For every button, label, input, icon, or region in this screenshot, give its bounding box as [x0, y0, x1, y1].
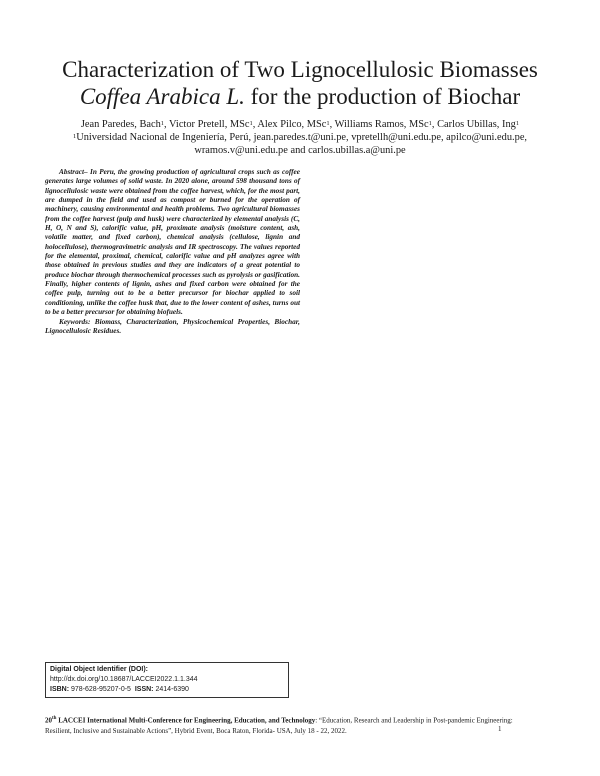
species-name: Coffea Arabica L. [79, 84, 245, 109]
author-1: Jean Paredes, Bach [80, 119, 161, 130]
isbn-label: ISBN: [50, 686, 70, 693]
affil-mark: 1 [72, 133, 77, 140]
isbn-issn-line [50, 685, 284, 695]
issn-value: 2414-6390 [153, 686, 189, 693]
keywords-label: Keywords: [59, 317, 91, 326]
affiliation-emails: wramos.v@uni.edu.pe and carlos.ubillas.a@uni.pe [194, 145, 406, 156]
abstract-label: Abstract– [59, 168, 88, 176]
author-2: , Victor Pretell, MSc [164, 119, 250, 130]
conf-number: 20 [45, 716, 52, 725]
author-3: , Alex Pilco, MSc [252, 119, 327, 130]
affiliation-text: Universidad Nacional de Ingeniería, Perú, jean.paredes.t@uni.pe, vpretellh@uni.edu.pe, apilco@uni.edu.pe, [76, 132, 528, 143]
conf-name: LACCEI International Multi-Conference for Engineering, Education, and Technology [56, 716, 316, 725]
author-list [0, 118, 600, 131]
author-block [0, 118, 600, 157]
title-line2-rest: for the production of Biochar [244, 84, 521, 109]
doi-box [45, 662, 289, 698]
abstract [45, 168, 300, 336]
author-5: , Carlos Ubillas, Ing [431, 119, 516, 130]
conf-ordinal: th [52, 716, 57, 721]
affiliation [0, 131, 600, 144]
affil-mark: 1 [160, 120, 165, 127]
isbn-value: 978-628-95207-0-5 [69, 686, 131, 693]
page-number: 1 [498, 725, 502, 733]
affil-mark: 1 [428, 120, 432, 127]
abstract-paragraph [45, 168, 300, 318]
author-4: , Williams Ramos, MSc [329, 119, 429, 130]
conf-theme: : “Education, Research and Leadership in Post-pandemic Engineering: Resilient, Inclusive and Sustainable Actions”, Hybrid Event, Boca Raton, Florida- USA, July 18 - 22, 2022. [45, 716, 513, 736]
paper-title-line2 [0, 83, 600, 111]
keywords-paragraph [45, 318, 300, 337]
paper-title-line1: Characterization of Two Lignocellulosic Biomasses [62, 57, 538, 82]
doi-url[interactable]: http://dx.doi.org/10.18687/LACCEI2022.1.1.344 [50, 676, 198, 683]
doi-label: Digital Object Identifier (DOI): [50, 666, 149, 673]
issn-label: ISSN: [134, 686, 154, 693]
affil-mark: 1 [249, 120, 253, 127]
abstract-text: In Peru, the growing production of agricultural crops such as coffee generates large volumes of solid waste. In 2020 alone, around 598 thousand tons of lignocellulosic waste were obtained from the coffee harvest, which, for the most part, are dumped in the field and used as compost or burned for the operation of machinery, causing environmental and health problems. Two agricultural biomasses from the coffee harvest (pulp and husk) were characterized by elemental analysis (C, H, O, N and S), calorific value, pH, proximate analysis (moisture content, ash, volatile matter, and fixed carbon), chemical analysis (cellulose, lignin and holocellulose), thermogravimetric analysis and IR spectroscopy. The values reported for the elemental, proximal, chemical, calorific value and pH analyzes agree with those obtained in previous studies and they are indicators of a great potential to produce biochar through thermochemical processes such as pyrolysis or gasification. Finally, higher contents of lignin, ashes and fixed carbon were obtained for the coffee pulp, turning out to be a better precursor for biochar applied to soil conditioning, unlike the coffee husk that, due to the lower content of ashes, turns out to be a better precursor for obtaining biofuels. [45, 168, 300, 317]
affil-mark: 1 [326, 120, 330, 127]
conference-footer [45, 713, 515, 737]
affil-mark: 1 [515, 120, 520, 127]
keywords-text: Biomass, Characterization, Physicochemical Properties, Biochar, Lignocellulosic Residues. [45, 317, 300, 335]
